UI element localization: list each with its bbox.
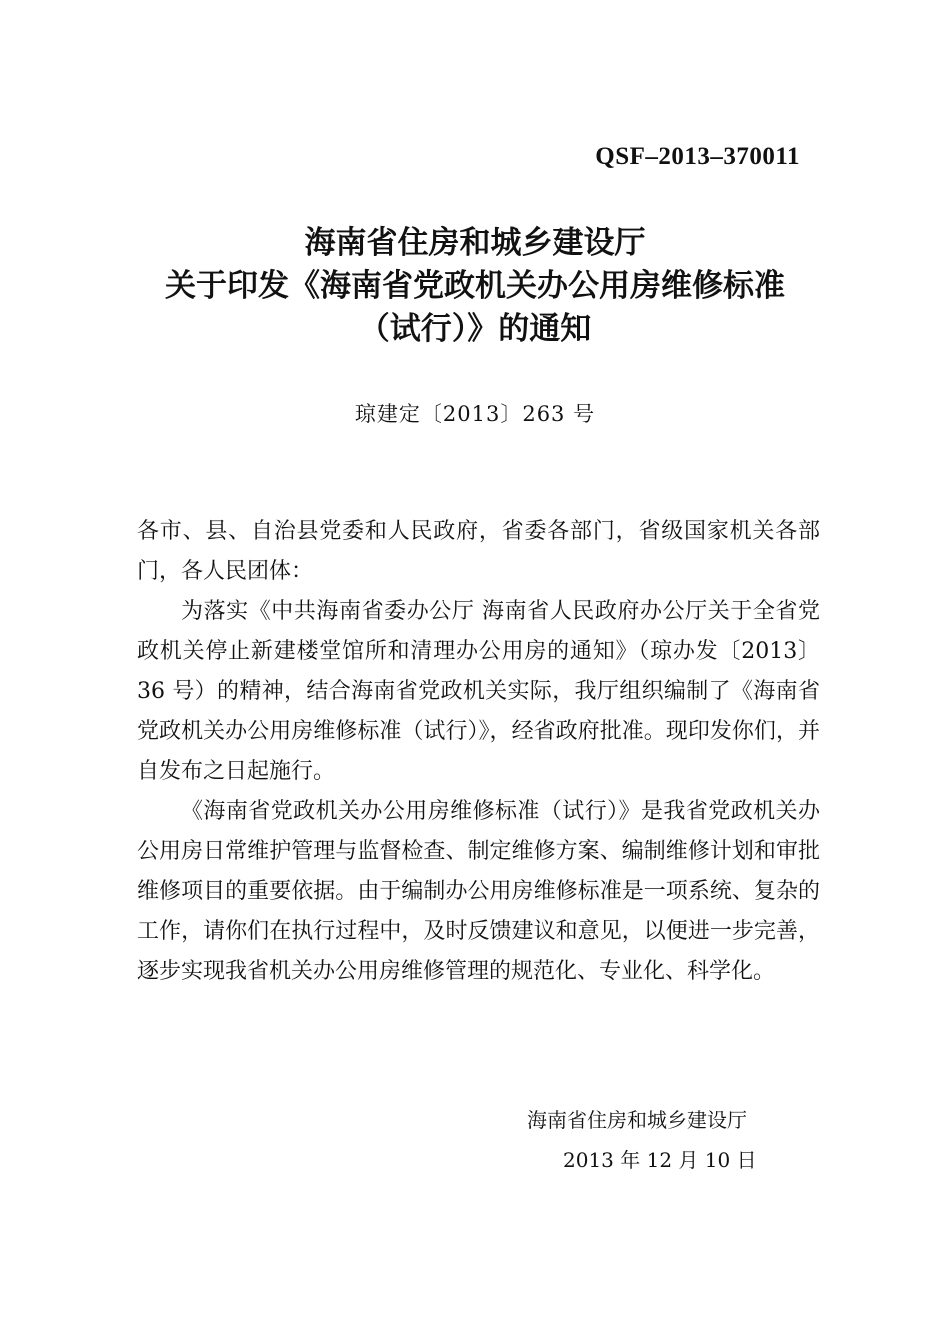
signature-block [527,1100,757,1180]
document-body [137,512,820,992]
paragraph-1: 为落实《中共海南省委办公厅 海南省人民政府办公厅关于全省党政机关停止新建楼堂馆所和清理办公用房的通知》（琼办发〔2013〕36 号）的精神，结合海南省党政机关实际，我厅组织编制了《海南省党政机关办公用房维修标准（试行）》，经省政府批准。现印发你们，并自发布之日起施行。 [137,599,820,784]
title-line-2: 关于印发《海南省党政机关办公用房维修标准 [165,268,785,304]
title-line-1: 海南省住房和城乡建设厅 [304,225,646,261]
signature-org: 海南省住房和城乡建设厅 [527,1108,747,1132]
document-number: 琼建定〔2013〕263 号 [354,402,596,426]
signature-date: 2013 年 12 月 10 日 [563,1148,757,1172]
salutation: 各市、县、自治县党委和人民政府，省委各部门，省级国家机关各部门，各人民团体： [137,519,820,584]
title-line-3: （试行）》的通知 [358,311,592,347]
document-code: QSF–2013–370011 [595,143,800,170]
paragraph-2: 《海南省党政机关办公用房维修标准（试行）》是我省党政机关办公用房日常维护管理与监督检查、制定维修方案、编制维修计划和审批维修项目的重要依据。由于编制办公用房维修标准是一项系统、复杂的工作，请你们在执行过程中，及时反馈建议和意见，以便进一步完善，逐步实现我省机关办公用房维修管理的规范化、专业化、科学化。 [137,799,820,984]
document-title [0,222,950,351]
